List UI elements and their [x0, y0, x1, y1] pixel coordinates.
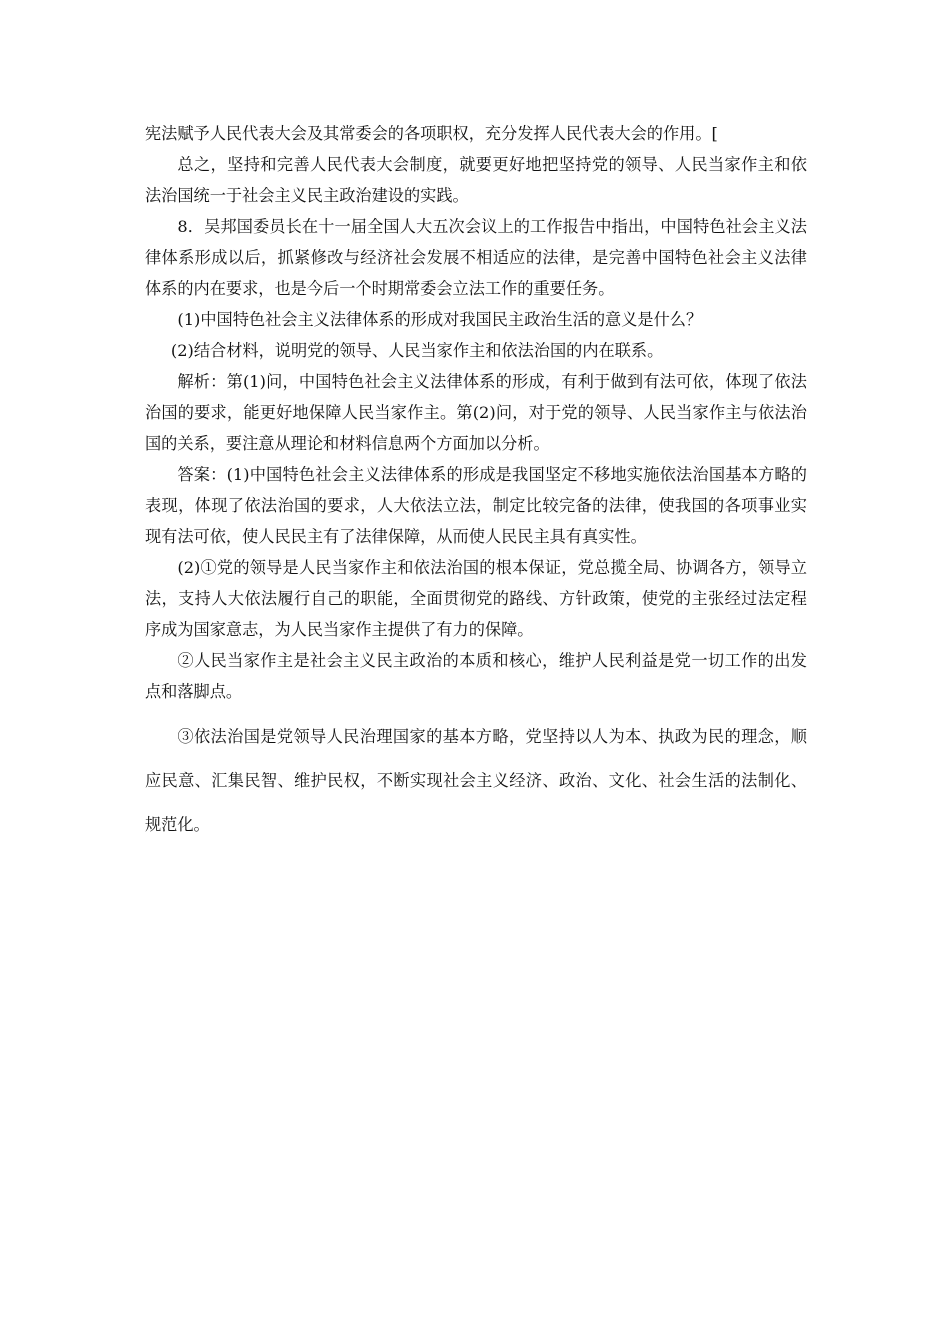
- answer-part-2-point-2: ②人民当家作主是社会主义民主政治的本质和核心，维护人民利益是党一切工作的出发点和落脚点。: [145, 651, 807, 701]
- document-page: [145, 118, 807, 847]
- paragraph-continuation: 宪法赋予人民代表大会及其常委会的各项职权，充分发挥人民代表大会的作用。[: [145, 124, 718, 143]
- analysis-paragraph: 解析：第(1)问，中国特色社会主义法律体系的形成，有利于做到有法可依，体现了依法治国的要求，能更好地保障人民当家作主。第(2)问，对于党的领导、人民当家作主与依法治国的关系，要注意从理论和材料信息两个方面加以分析。: [145, 372, 807, 453]
- answer-part-2-point-3: ③依法治国是党领导人民治理国家的基本方略，党坚持以人为本、执政为民的理念，顺应民意、汇集民智、维护民权，不断实现社会主义经济、政治、文化、社会生活的法制化、规范化。: [145, 727, 807, 834]
- answer-part-1: 答案：(1)中国特色社会主义法律体系的形成是我国坚定不移地实施依法治国基本方略的表现，体现了依法治国的要求，人大依法立法，制定比较完备的法律，使我国的各项事业实现有法可依，使人民民主有了法律保障，从而使人民民主具有真实性。: [145, 465, 807, 546]
- paragraph-summary: 总之，坚持和完善人民代表大会制度，就要更好地把坚持党的领导、人民当家作主和依法治国统一于社会主义民主政治建设的实践。: [145, 155, 807, 205]
- question-8-part-1: (1)中国特色社会主义法律体系的形成对我国民主政治生活的意义是什么？: [177, 310, 703, 329]
- answer-part-2-point-1: (2)①党的领导是人民当家作主和依法治国的根本保证，党总揽全局、协调各方，领导立法，支持人大依法履行自己的职能，全面贯彻党的路线、方针政策，使党的主张经过法定程序成为国家意志，为人民当家作主提供了有力的保障。: [145, 558, 807, 639]
- question-8-stem: 8．吴邦国委员长在十一届全国人大五次会议上的工作报告中指出，中国特色社会主义法律体系形成以后，抓紧修改与经济社会发展不相适应的法律，是完善中国特色社会主义法律体系的内在要求，也是今后一个时期常委会立法工作的重要任务。: [145, 217, 807, 298]
- question-8-part-2: (2)结合材料，说明党的领导、人民当家作主和依法治国的内在联系。: [170, 341, 664, 360]
